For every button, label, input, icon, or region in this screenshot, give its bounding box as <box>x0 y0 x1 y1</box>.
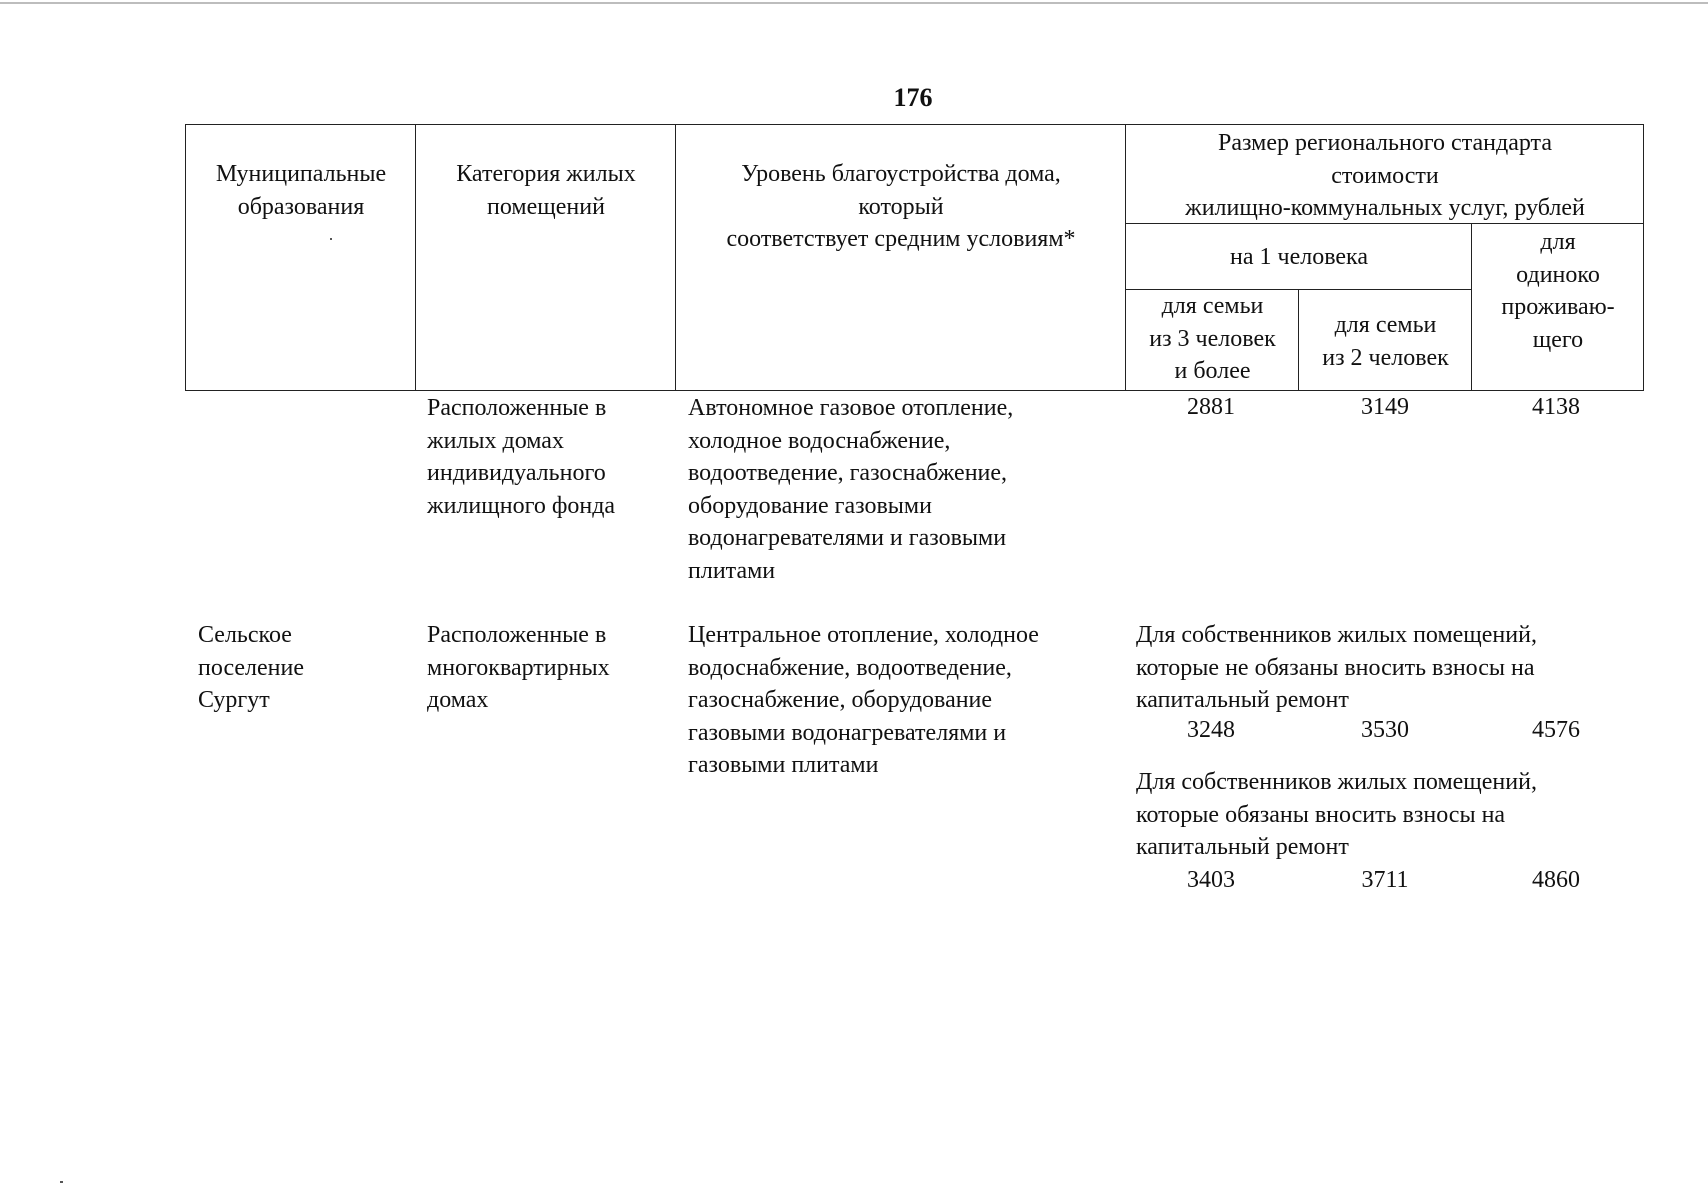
row1-value-family2: 3149 <box>1361 394 1409 420</box>
header-family-2: для семьи из 2 человек <box>1322 312 1449 371</box>
row2-group2-value-single: 4860 <box>1532 867 1580 893</box>
header-divider-2 <box>675 124 676 390</box>
header-single-resident: для одиноко проживаю- щего <box>1501 229 1615 353</box>
header-municipality: Муниципальные образования <box>215 161 387 220</box>
row2-group2-value-family3: 3403 <box>1187 867 1235 893</box>
scan-speck <box>60 1181 63 1183</box>
header-category: Категория жилых помещений <box>456 161 636 220</box>
row2-group1-value-family2: 3530 <box>1361 717 1409 743</box>
row2-note-1: Для собственников жилых помещений, которые не обязаны вносить взносы на капитальный ремонт <box>1136 622 1537 713</box>
header-family-3: для семьи из 3 человек и более <box>1149 293 1276 384</box>
header-top-border <box>185 124 1644 125</box>
header-divider-family <box>1298 289 1299 390</box>
header-per-person: на 1 человека <box>1230 244 1368 270</box>
scan-speck <box>330 238 332 240</box>
row2-group1-value-family3: 3248 <box>1187 717 1235 743</box>
row1-value-family3: 2881 <box>1187 394 1235 420</box>
row2-group1-value-single: 4576 <box>1532 717 1580 743</box>
header-level: Уровень благоустройства дома, который соответствует средним условиям* <box>726 161 1076 252</box>
page-number: 176 <box>893 83 933 112</box>
row2-group2-value-family2: 3711 <box>1361 867 1409 893</box>
row1-category: Расположенные в жилых домах индивидуального жилищного фонда <box>427 395 616 519</box>
row2-category: Расположенные в многоквартирных домах <box>427 622 610 713</box>
header-divider-3 <box>1125 124 1126 390</box>
row2-municipality: Сельское поселение Сургут <box>198 622 305 713</box>
top-scan-rule <box>0 2 1708 4</box>
header-divider-1 <box>415 124 416 390</box>
header-standard: Размер регионального стандарта стоимости жилищно-коммунальных услуг, рублей <box>1185 130 1585 221</box>
header-left-border <box>185 124 186 390</box>
row1-level: Автономное газовое отопление, холодное водоснабжение, водоотведение, газоснабжение, оборудование газовыми водонагревателями и газовыми плитами <box>688 395 1014 584</box>
row2-note-2: Для собственников жилых помещений, которые обязаны вносить взносы на капитальный ремонт <box>1136 769 1537 860</box>
header-right-border <box>1643 124 1644 390</box>
row2-level: Центральное отопление, холодное водоснабжение, водоотведение, газоснабжение, оборудование газовыми водонагревателями и газовыми плитами <box>688 622 1039 778</box>
row1-value-single: 4138 <box>1532 394 1580 420</box>
header-divider-single <box>1471 223 1472 390</box>
